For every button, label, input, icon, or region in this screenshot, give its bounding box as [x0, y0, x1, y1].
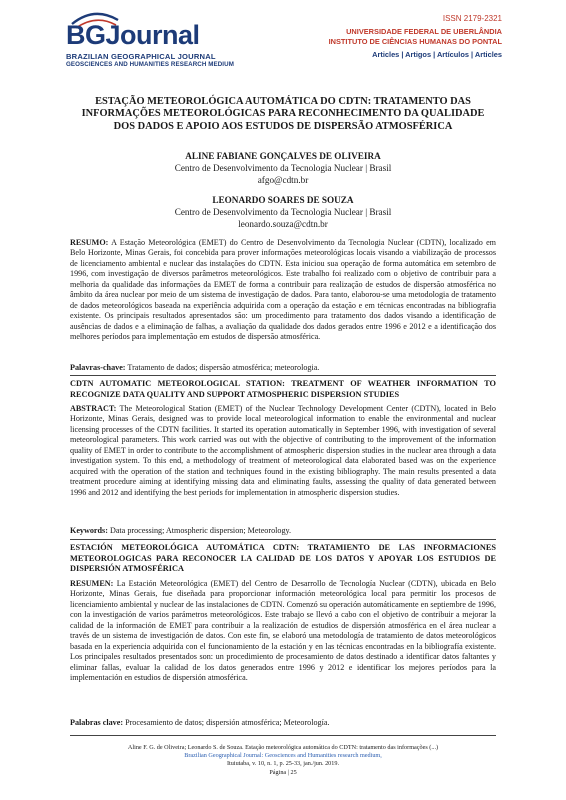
footer-journal-link[interactable]: Brazilian Geographical Journal: Geosciences and Humanities research medium, [184, 752, 382, 760]
institute-name: INSTITUTO DE CIÊNCIAS HUMANAS DO PONTAL [328, 37, 502, 46]
keywords-label: Keywords: [70, 526, 108, 535]
resumen-paragraph [70, 579, 496, 684]
resumo-text: A Estação Meteorológica (EMET) do Centro de Desenvolvimento da Tecnologia Nuclear (CDTN), localizado em Belo Horizonte, Minas Gerais, foi concebida para prover informações meteorológicas locais visando a viabilização de processos de licenciamento ambiental e nuclear das instalações do CDTN. Esta iniciou sua operação de forma automática em setembro de 1996, com investigação de diversos parâmetros meteorológicos. Este trabalho foi realizado com o objetivo de contribuir para a melhoria da qualidade das informações da EMET de forma a contribuir para realização de estudos de dispersão atmosférica no âmbito da área nuclear por meio de um sistema de investigação de dados. Para tanto, elaborou-se uma metodologia de tratamento de dados meteorológicos baseada na experiência adquirida com a operação da estação e em técnicas encontradas na bibliografia existente. Os principais resultados apresentados são: um procedimento para tratamento dos dados visando a identificação de ausências de dados e a eliminação de falhas, a avaliação da qualidade dos dados gerados entre 1996 e 2012 e a identificação dos melhores períodos para implementação em estudos de dispersão atmosférica. [70, 238, 496, 342]
footer-citation: Aline F. G. de Oliveira; Leonardo S. de Souza. Estação meteorológica automática do CDTN: tratamento das informações (...) [127, 744, 439, 751]
palavras-chave [70, 363, 496, 373]
palavras-chave-text: Tratamento de dados; dispersão atmosférica; meteorologia. [127, 363, 320, 372]
journal-logo-title: BGJournal [66, 20, 200, 50]
resumen-label: RESUMEN: [70, 579, 114, 588]
resumo-paragraph [70, 238, 496, 343]
abstract-label: ABSTRACT: [70, 404, 117, 413]
keywords [70, 526, 496, 536]
palabras-clave [70, 718, 496, 728]
author-name: ALINE FABIANE GONÇALVES DE OLIVEIRA [185, 151, 381, 161]
author-block-1 [70, 150, 496, 186]
abstract-text: The Meteorological Station (EMET) of the Nuclear Technology Development Center (CDTN), located in Belo Horizonte, Minas Gerais, designed was to provide local meteorological information to enable the environmental and nuclear licensing processes of the CDTN facilities. It started its operation automatically in September 1996, with investigation of several meteorological parameters. This work carried was out with the objective of contributing to the improvement of the information quality of EMET in order to contribute to the accomplishment of atmospheric dispersion studies in the nuclear area through a data investigation system. To this end, a methodology of treatment of meteorological data elaborated based was on the experience acquired with the operation of the station and techniques found in the existing bibliography. The main results presented a data treatment procedure aiming at identifying missing data and eliminating faults, assessing the quality of data generated between 1996 and 2012 and identifying the best periods for implementation in atmospheric dispersion studies. [70, 404, 496, 497]
journal-logo-tagline: GEOSCIENCES AND HUMANITIES RESEARCH MEDIUM [66, 61, 234, 68]
footer-volume: Ituiutaba, v. 10, n. 1, p. 25-33, jan./jun. 2019. [227, 760, 339, 768]
journal-logo-subtitle: BRAZILIAN GEOGRAPHICAL JOURNAL [66, 52, 216, 61]
university-name: UNIVERSIDADE FEDERAL DE UBERLÂNDIA [346, 27, 502, 36]
author-block-2 [70, 194, 496, 230]
journal-header [0, 0, 566, 82]
palabras-clave-text: Procesamiento de datos; dispersión atmosférica; Meteorología. [125, 718, 330, 727]
english-title: CDTN AUTOMATIC METEOROLOGICAL STATION: TREATMENT OF WEATHER INFORMATION TO RECOGNIZE DATA QUALITY AND SUPPORT ATMOSPHERIC DISPERSION STUDIES [70, 379, 496, 399]
author-email[interactable]: leonardo.souza@cdtn.br [238, 219, 328, 229]
page-footer [40, 744, 526, 777]
spanish-title: ESTACIÓN METEOROLÓGICA AUTOMÁTICA CDTN: TRATAMIENTO DE LAS INFORMACIONES METEOROLOGICAS PARA RECONOCER LA CALIDAD DE LOS DATOS Y APOYAR LOS ESTUDIOS DE DISPERSIÓN ATMOSFÉRICA [70, 543, 496, 573]
author-affiliation: Centro de Desenvolvimento da Tecnologia Nuclear | Brasil [174, 207, 392, 217]
author-affiliation: Centro de Desenvolvimento da Tecnologia Nuclear | Brasil [174, 163, 392, 173]
resumo-label: RESUMO: [70, 238, 109, 247]
abstract-paragraph [70, 404, 496, 498]
keywords-text: Data processing; Atmospheric dispersion; Meteorology. [109, 526, 292, 535]
section-divider [70, 375, 496, 376]
articles-label: Articles | Artigos | Artículos | Articles [372, 50, 502, 59]
author-email[interactable]: afgo@cdtn.br [257, 175, 309, 185]
palavras-chave-label: Palavras-chave: [70, 363, 126, 372]
section-divider [70, 539, 496, 540]
issn-label: ISSN 2179-2321 [442, 14, 502, 23]
article-title: ESTAÇÃO METEOROLÓGICA AUTOMÁTICA DO CDTN: TRATAMENTO DAS INFORMAÇÕES METEOROLÓGICAS PARA RECONHECIMENTO DA QUALIDADE DOS DADOS E APOIO AOS ESTUDOS DE DISPERSÃO ATMOSFÉRICA [81, 96, 485, 132]
footer-divider [70, 735, 496, 736]
palabras-clave-label: Palabras clave: [70, 718, 124, 727]
footer-page-number: Página | 25 [269, 768, 297, 776]
resumen-text: La Estación Meteorológica (EMET) del Centro de Desarrollo de Tecnología Nuclear (CDTN), ubicada en Belo Horizonte, Minas Gerais, fue diseñada para proporcionar información meteorológica local para permitir los procesos de licenciamiento ambiental y nuclear de las instalaciones de CDTN. Comenzó su operación automáticamente en septiembre de 1996, con la investigación de varios parámetros meteorológicos. Este trabajo se llevó a cabo con el objetivo de contribuir a mejorar la calidad de la información de EMET para contribuir a la realización de estudios de dispersión atmosférica en el área nuclear a través de un sistema de investigación de datos. Con este fin, se elaboró una metodología de tratamiento de datos meteorológicos basada en la experiencia adquirida con el funcionamiento de la estación y en las técnicas encontradas en la bibliografía existente. Los principales resultados presentados son: un procedimiento de procesamiento de datos destinado a identificar datos faltantes y eliminar fallas, evaluar la calidad de los datos generados entre 1996 y 2012 e identificar los mejores períodos para la implementación en estudios de dispersión atmosférica. [70, 579, 496, 683]
author-name: LEONARDO SOARES DE SOUZA [212, 195, 354, 205]
